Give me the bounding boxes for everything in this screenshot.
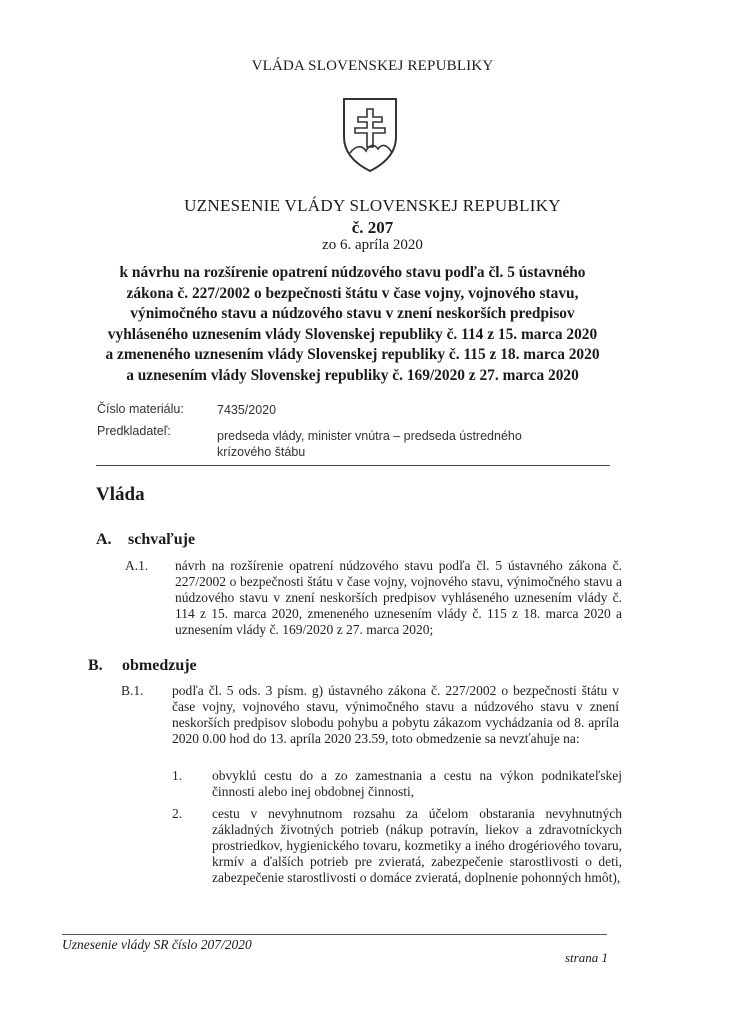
material-number-label: Číslo materiálu: bbox=[97, 402, 184, 416]
resolution-number: č. 207 bbox=[351, 218, 394, 237]
government-header: VLÁDA SLOVENSKEJ REPUBLIKY bbox=[251, 58, 494, 74]
footer-page-number: strana 1 bbox=[565, 950, 608, 965]
section-a-title: schvaľuje bbox=[128, 531, 196, 548]
resolution-subject bbox=[80, 263, 625, 386]
section-b-para-number: B.1. bbox=[121, 683, 144, 698]
section-b-para-text: podľa čl. 5 ods. 3 písm. g) ústavného zákona č. 227/2002 o bezpečnosti štátu v čase vojny, vojnového stavu, výnimočného stavu a núdzového stavu v znení neskorších predpisov slobodu pohybu a pobytu zákazom vychádzania od 8. apríla 2020 0.00 hod do 13. apríla 2020 23.59, toto obmedzenie sa nevzťahuje na: bbox=[172, 683, 619, 746]
subject-line: k návrhu na rozšírenie opatrení núdzového stavu podľa čl. 5 ústavného bbox=[119, 264, 586, 281]
list-item-text: cestu v nevyhnutnom rozsahu za účelom obstarania nevyhnutných základných životných potrieb (nákup potravín, liekov a zdravotníckych prostriedkov, hygienického tovaru, kozmetiky a iného drogériového tovaru, krmív a ďalších potrieb pre zvieratá, zabezpečenie starostlivosti o deti, zabezpečenie starostlivosti o domáce zvieratá, doplnenie pohonných hmôt), bbox=[212, 806, 622, 885]
section-b-title: obmedzuje bbox=[122, 657, 197, 674]
submitter-value: predseda vlády, minister vnútra – predseda ústredného krízového štábu bbox=[217, 429, 522, 459]
subject-line: vyhláseného uznesením vlády Slovenskej republiky č. 114 z 15. marca 2020 bbox=[107, 325, 598, 343]
section-b-letter: B. bbox=[88, 657, 103, 674]
subject-line: a zmeneného uznesením vlády Slovenskej republiky č. 115 z 18. marca 2020 bbox=[105, 346, 600, 363]
list-item-number: 1. bbox=[172, 768, 183, 783]
submitter-label: Predkladateľ: bbox=[97, 424, 171, 438]
resolution-title: UZNESENIE VLÁDY SLOVENSKEJ REPUBLIKY bbox=[184, 196, 561, 215]
section-a-letter: A. bbox=[96, 531, 112, 548]
subject-line: zákona č. 227/2002 o bezpečnosti štátu v čase vojny, vojnového stavu, bbox=[126, 284, 579, 302]
section-a-para-text: návrh na rozšírenie opatrení núdzového stavu podľa čl. 5 ústavného zákona č. 227/2002 o bezpečnosti štátu v čase vojny, vojnového stavu, výnimočného stavu a núdzového stavu v znení neskorších predpisov vyhláseného uznesením vlády č. 114 z 15. marca 2020, zmeneného uznesením vlády č. 115 z 18. marca 2020 a uznesením vlády č. 169/2020 z 27. marca 2020; bbox=[175, 558, 622, 637]
main-heading: Vláda bbox=[96, 484, 145, 505]
material-number-value: 7435/2020 bbox=[217, 403, 277, 417]
section-a-para-number: A.1. bbox=[125, 558, 149, 573]
header-divider bbox=[96, 465, 610, 466]
slovak-coat-of-arms-icon bbox=[338, 93, 402, 173]
subject-line: výnimočného stavu a núdzového stavu v znení neskorších predpisov bbox=[130, 305, 575, 322]
resolution-date: zo 6. apríla 2020 bbox=[322, 237, 423, 253]
subject-line: a uznesením vlády Slovenskej republiky č. 169/2020 z 27. marca 2020 bbox=[126, 366, 579, 384]
list-item-text: obvyklú cestu do a zo zamestnania a cestu na výkon podnikateľskej činnosti alebo inej obdobnej činnosti, bbox=[212, 768, 622, 799]
footer-divider bbox=[62, 934, 607, 935]
list-item-number: 2. bbox=[172, 806, 183, 821]
footer-document-name: Uznesenie vlády SR číslo 207/2020 bbox=[62, 937, 252, 952]
